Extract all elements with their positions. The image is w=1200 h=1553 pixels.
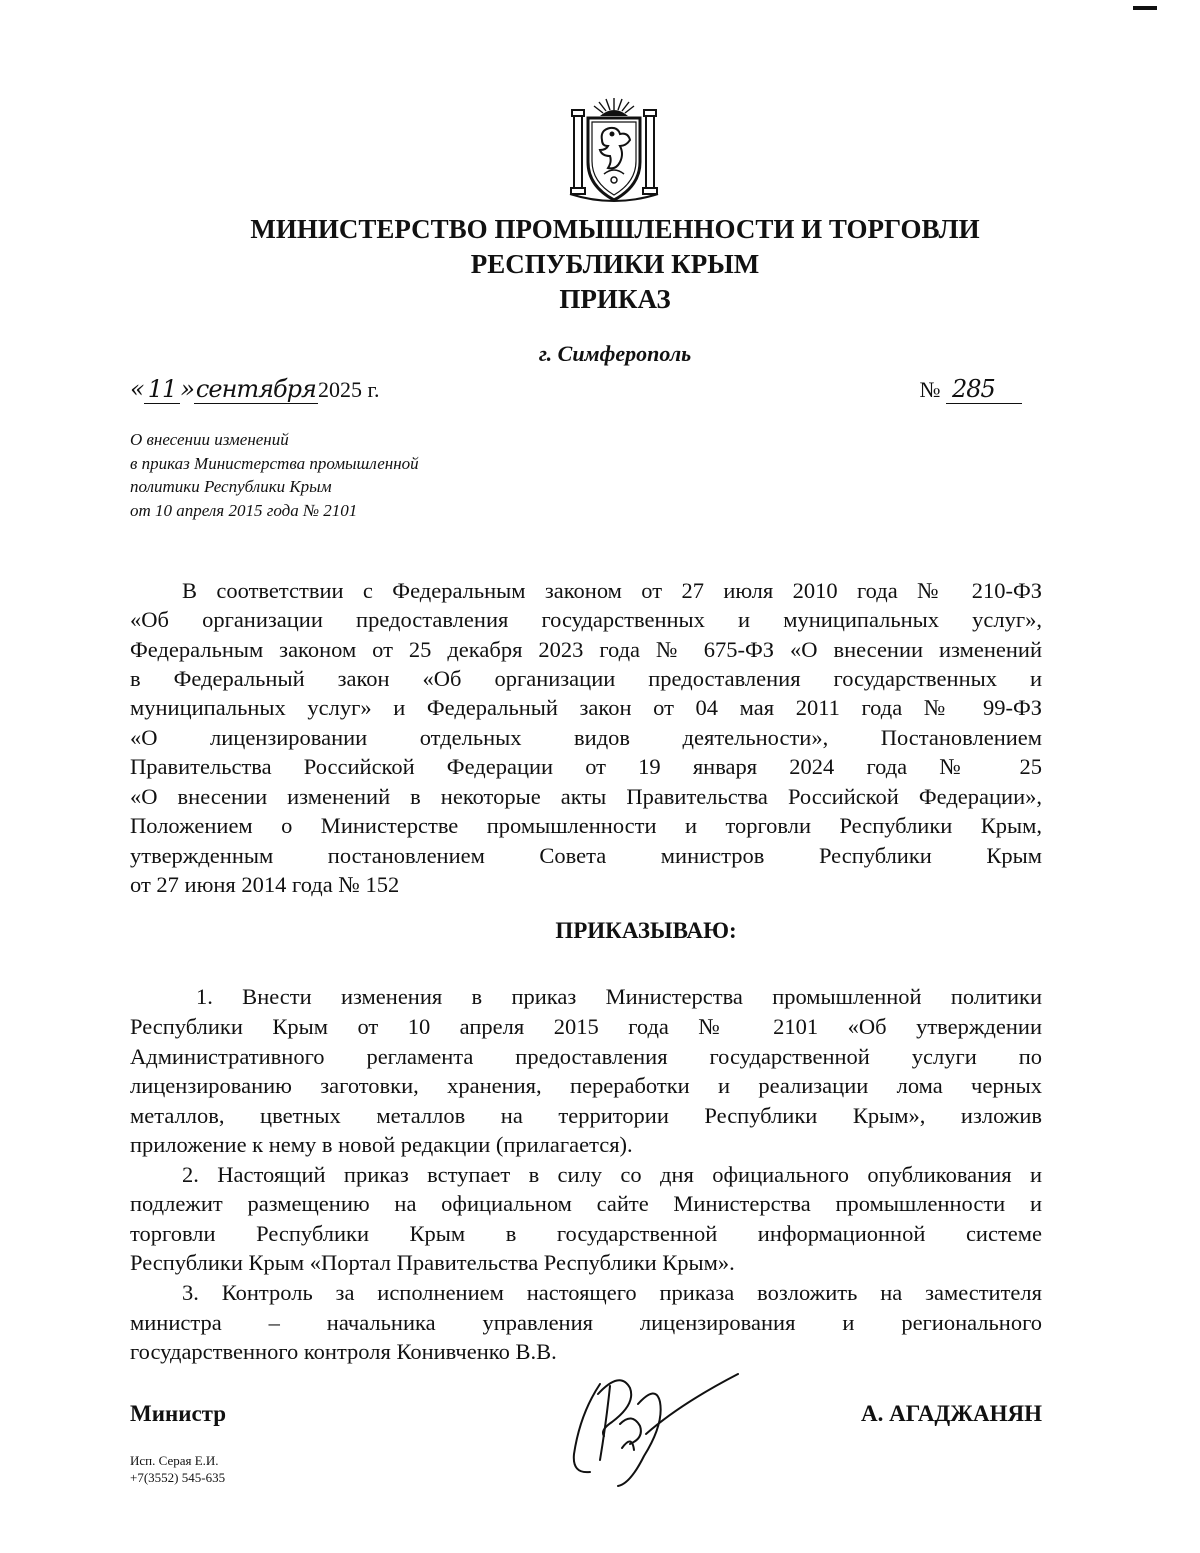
preamble-line: муниципальных услуг» и Федеральный закон от 04 мая 2011 года № 99-ФЗ [130,695,1042,720]
date-month: сентября [195,375,316,403]
item1-line: приложение к нему в новой редакции (прилагается). [130,1132,633,1157]
item1-line: Республики Крым от 10 апреля 2015 года № 2101 «Об утверждении [130,1014,1042,1039]
preamble-line: Правительства Российской Федерации от 19 января 2024 года № 25 [130,754,1042,779]
signer-name: А. АГАДЖАНЯН [860,1401,1042,1426]
corner-mark [1133,6,1157,10]
executor-phone: +7(3552) 545-635 [130,1470,226,1485]
crimea-coat-of-arms-icon [566,96,662,206]
executor-info [130,1452,225,1486]
preamble-line: от 27 июня 2014 года № 152 [130,872,400,897]
subject-line: О внесении изменений [130,430,289,449]
item1-line: Административного регламента предоставления государственной услуги по [130,1044,1042,1069]
preamble-line: Федеральным законом от 25 декабря 2023 года № 675-ФЗ «О внесении изменений [130,637,1042,662]
item2-line: торговли Республики Крым в государственной информационной системе [130,1221,1042,1246]
ministry-name-line1: МИНИСТЕРСТВО ПРОМЫШЛЕННОСТИ И ТОРГОВЛИ [250,214,980,244]
document-subject [130,428,550,522]
executor-name: Исп. Серая Е.И. [130,1453,219,1468]
item3-line: 3. Контроль за исполнением настоящего приказа возложить на заместителя [182,1280,1042,1305]
date-open-quote: « [130,375,144,403]
order-heading: ПРИКАЗЫВАЮ: [555,918,737,943]
signer-position: Министр [130,1401,227,1426]
item3-line: министра – начальника управления лицензирования и регионального [130,1310,1042,1335]
document-type: ПРИКАЗ [559,284,671,314]
date-day: 11 [144,375,181,404]
item1-line: металлов, цветных металлов на территории Республики Крым», изложив [130,1103,1042,1128]
date-year: 2025 г. [317,377,380,402]
item1-line: лицензированию заготовки, хранения, переработки и реализации лома черных [130,1073,1042,1098]
item1-line: 1. Внести изменения в приказ Министерства промышленной политики [196,984,1042,1009]
preamble-line: в Федеральный закон «Об организации предоставления государственных и [130,666,1042,691]
number-label: № [919,377,941,402]
document-number [920,375,1023,404]
preamble-line: утвержденным постановлением Совета министров Республики Крым [130,843,1042,868]
ministry-name-line2: РЕСПУБЛИКИ КРЫМ [470,249,760,279]
item2-line: Республики Крым «Портал Правительства Республики Крым». [130,1250,735,1275]
city: г. Симферополь [538,341,692,366]
preamble-line: «Об организации предоставления государственных и муниципальных услуг», [130,607,1042,632]
subject-line: в приказ Министерства промышленной [130,453,419,473]
item2-line: 2. Настоящий приказ вступает в силу со дня официального опубликования и [182,1162,1042,1187]
item3-line: государственного контроля Конивченко В.В. [130,1339,557,1364]
document-date [130,375,379,404]
item2-line: подлежит размещению на официальном сайте Министерства промышленности и [130,1191,1042,1216]
date-close-quote: » [180,375,194,403]
handwritten-signature-icon [560,1364,750,1494]
date-number-line [130,375,1042,411]
subject-line: от 10 апреля 2015 года № 2101 [130,500,358,520]
preamble-line: «О лицензировании отдельных видов деятельности», Постановлением [130,725,1042,750]
preamble-line: В соответствии с Федеральным законом от 27 июля 2010 года № 210-ФЗ [182,578,1042,603]
number-value: 285 [946,375,1022,404]
preamble-line: «О внесении изменений в некоторые акты Правительства Российской Федерации», [130,784,1042,809]
document-header [130,212,1100,317]
subject-line: политики Республики Крым [130,477,332,496]
preamble-line: Положением о Министерстве промышленности и торговли Республики Крым, [130,813,1042,838]
